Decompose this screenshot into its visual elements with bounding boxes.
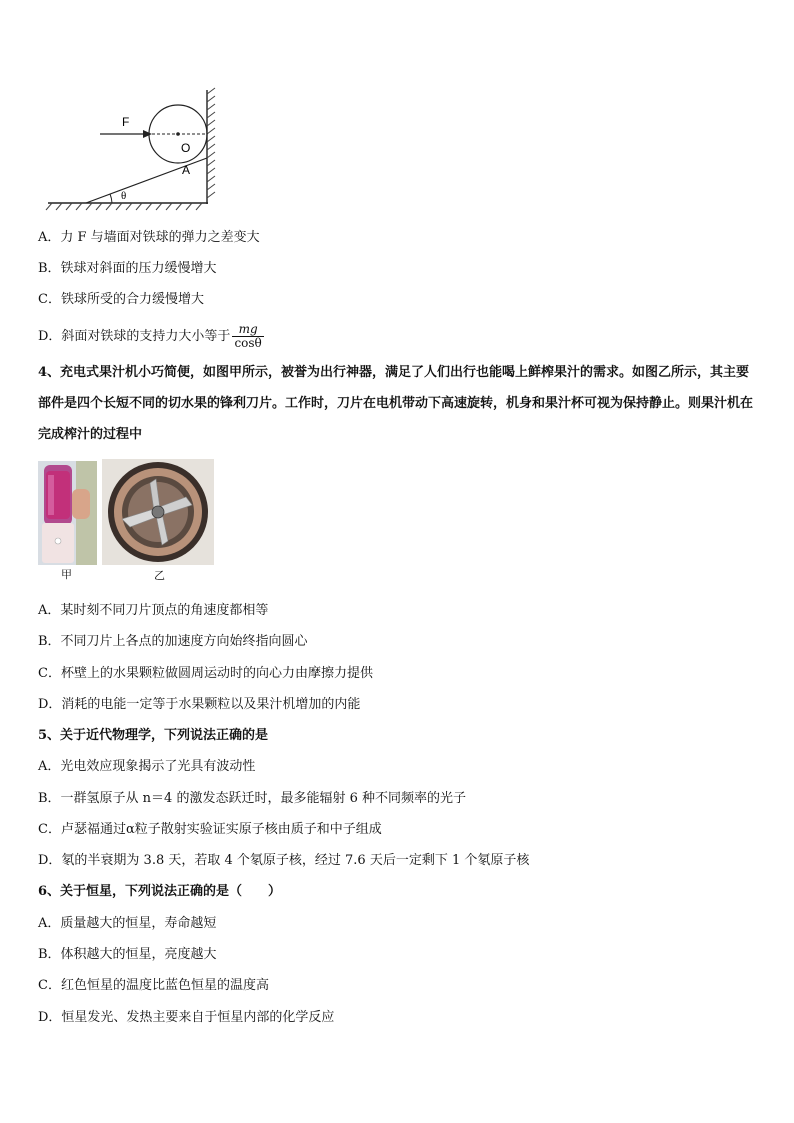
incline-ball-diagram: [40, 86, 220, 212]
q3-option-c: C．铁球所受的合力缓慢增大: [38, 292, 204, 307]
fraction: [232, 323, 263, 350]
q3-option-d: [38, 322, 264, 352]
q4-option-d: D．消耗的电能一定等于水果颗粒以及果汁机增加的内能: [38, 697, 361, 712]
blade-photo: [102, 459, 214, 565]
q6-option-a: A．质量越大的恒星，寿命越短: [38, 916, 217, 931]
q5-stem: 5、关于近代物理学，下列说法正确的是: [38, 728, 269, 743]
q4-stem: 4、充电式果汁机小巧简便，如图甲所示，被誉为出行神器，满足了人们出行也能喝上鲜榨果汁的需求。如图乙所示，其主要部件是四个长短不同的切水果的锋利刀片。工作时，刀片在电机带动下高速旋转，机身和果汁杯可视为保持静止。则果汁机在完成榨汁的过程中: [38, 365, 754, 442]
q4-option-c: C．杯壁上的水果颗粒做圆周运动时的向心力由摩擦力提供: [38, 666, 373, 681]
q3-option-d-text: D．斜面对铁球的支持力大小等于: [38, 329, 231, 344]
photo-label-yi: 乙: [154, 569, 165, 582]
q5-option-a: A．光电效应现象揭示了光具有波动性: [38, 759, 256, 774]
fraction-denominator: cosθ: [234, 336, 262, 350]
center-label: O: [181, 141, 191, 155]
q4-option-b: B．不同刀片上各点的加速度方向始终指向圆心: [38, 634, 308, 649]
force-label: F: [122, 115, 130, 129]
q3-option-b: B．铁球对斜面的压力缓慢增大: [38, 261, 217, 276]
q5-option-b: B．一群氢原子从 n＝4 的激发态跃迁时，最多能辐射 6 种不同频率的光子: [38, 791, 466, 806]
q6-option-c: C．红色恒星的温度比蓝色恒星的温度高: [38, 978, 269, 993]
point-label: A: [182, 163, 191, 177]
q4-option-a: A．某时刻不同刀片顶点的角速度都相等: [38, 603, 269, 618]
juicer-photo: [38, 461, 97, 565]
q6-option-b: B．体积越大的恒星，亮度越大: [38, 947, 217, 962]
q6-stem: 6、关于恒星，下列说法正确的是（ ）: [38, 884, 282, 899]
q6-option-d: D．恒星发光、发热主要来自于恒星内部的化学反应: [38, 1010, 335, 1025]
photo-label-jia: 甲: [61, 568, 72, 581]
angle-label: θ: [121, 190, 127, 202]
fraction-numerator: mg: [232, 323, 263, 337]
q3-option-a: A．力 F 与墙面对铁球的弹力之差变大: [38, 230, 260, 245]
q5-option-d: D．氡的半衰期为 3.8 天，若取 4 个氡原子核，经过 7.6 天后一定剩下 1 个氡原子核: [38, 853, 530, 868]
q5-option-c: C．卢瑟福通过α粒子散射实验证实原子核由质子和中子组成: [38, 822, 382, 837]
